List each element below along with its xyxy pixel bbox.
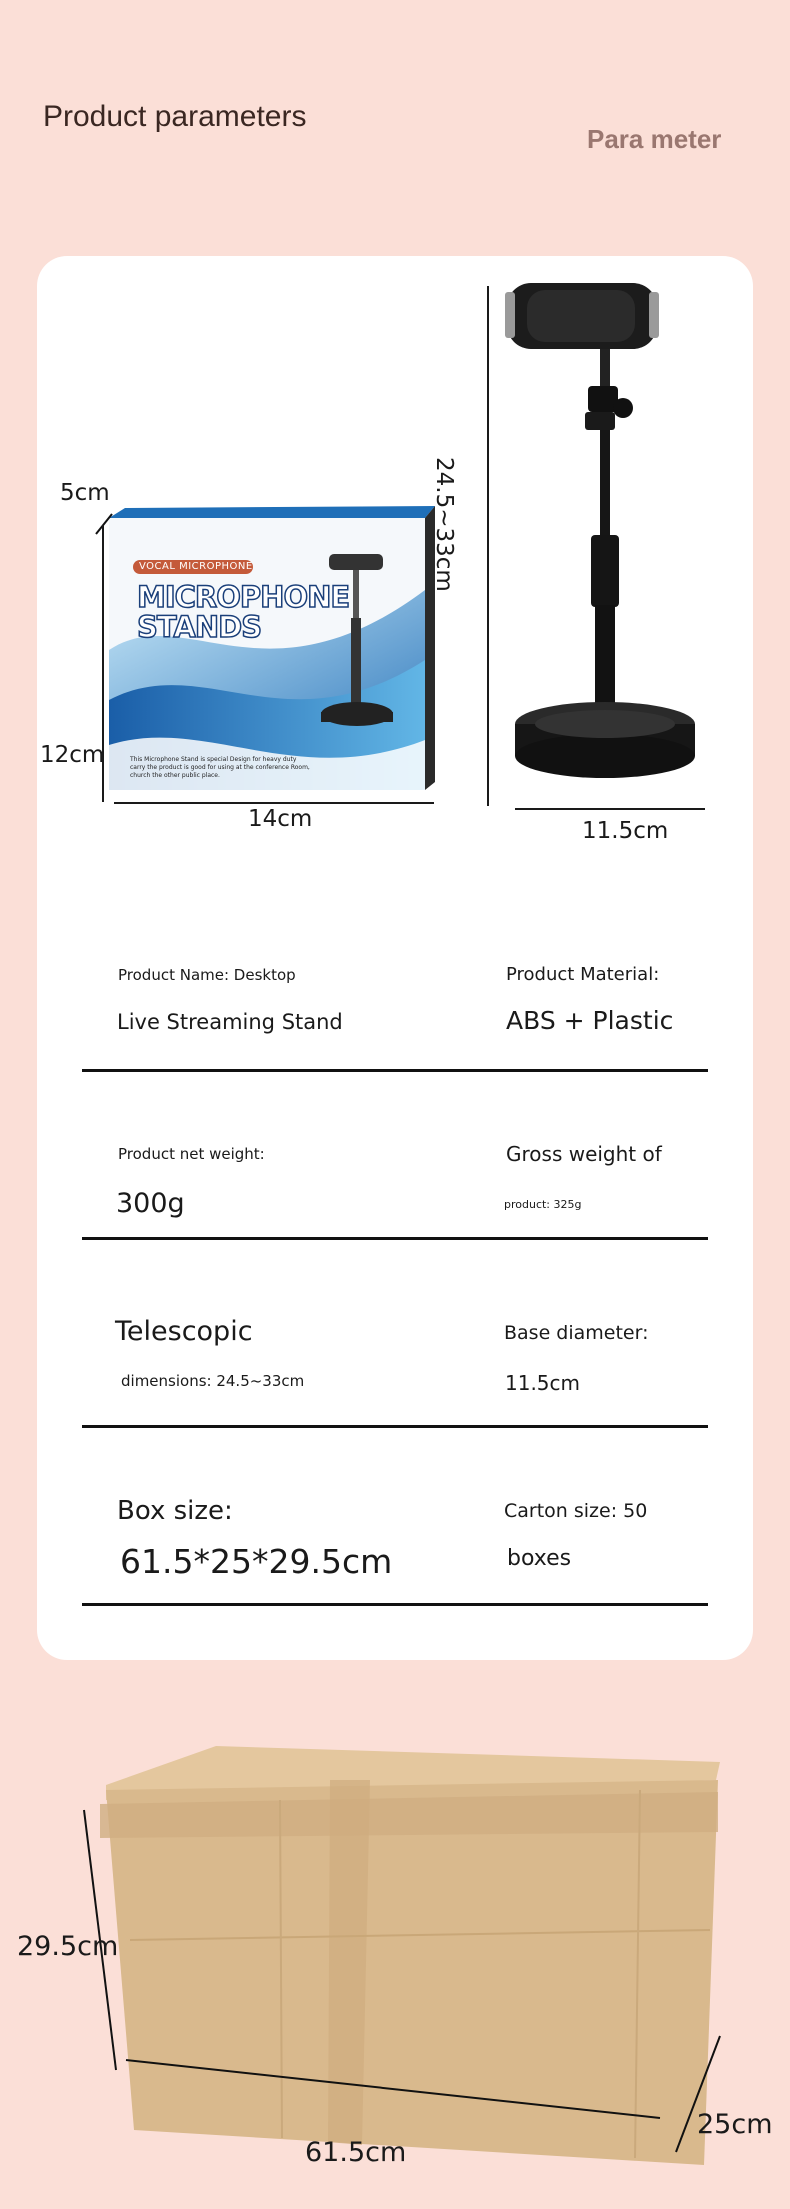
spec-material-label: Product Material: — [506, 964, 660, 985]
spec-gross-weight-value: product: 325g — [504, 1198, 582, 1211]
retail-box-image — [95, 500, 455, 800]
spec-material-value: ABS + Plastic — [506, 1006, 674, 1035]
spec-carton-size-value: boxes — [507, 1546, 572, 1571]
box-width-line — [114, 802, 434, 804]
spec-net-weight-label: Product net weight: — [118, 1145, 265, 1163]
box-top-label: VOCAL MICROPHONE — [139, 561, 253, 572]
spec-row4-separator — [82, 1603, 708, 1606]
box-width-label: 14cm — [248, 806, 313, 832]
page-subtitle: Para meter — [587, 124, 722, 154]
spec-row1-separator — [82, 1069, 708, 1072]
carton-depth-label: 25cm — [697, 2109, 773, 2140]
spec-box-size-value: 61.5*25*29.5cm — [120, 1542, 393, 1581]
spec-telescopic-label: Telescopic — [115, 1316, 253, 1347]
stand-base-line — [515, 808, 705, 810]
box-title-line2: STANDS — [137, 610, 262, 644]
spec-row3-separator — [82, 1425, 708, 1428]
carton-length-label: 61.5cm — [305, 2137, 407, 2168]
spec-carton-size-label: Carton size: 50 — [504, 1500, 648, 1522]
carton-length-line — [120, 2054, 670, 2124]
spec-product-name-value: Live Streaming Stand — [117, 1010, 343, 1034]
spec-net-weight-value: 300g — [116, 1188, 185, 1219]
box-fine-print: This Microphone Stand is special Design for heavy duty carry the product is good for using at the conference Room, church the other public place. — [130, 756, 310, 779]
spec-gross-weight-label: Gross weight of — [506, 1142, 662, 1166]
carton-height-label: 29.5cm — [17, 1931, 119, 1962]
stand-base-label: 11.5cm — [582, 818, 669, 844]
box-height-label: 12cm — [40, 742, 105, 768]
spec-base-diameter-label: Base diameter: — [504, 1322, 649, 1344]
spec-product-name-label: Product Name: Desktop — [118, 966, 296, 984]
box-title-line1: MICROPHONE — [137, 580, 350, 614]
carton-depth-line — [668, 2030, 728, 2160]
spec-row2-separator — [82, 1237, 708, 1240]
page-title: Product parameters — [43, 100, 307, 133]
stand-height-label: 24.5~33cm — [431, 457, 457, 592]
spec-box-size-label: Box size: — [117, 1496, 233, 1526]
spec-telescopic-value: dimensions: 24.5~33cm — [121, 1372, 305, 1390]
stand-height-line — [487, 286, 489, 806]
box-depth-line — [90, 508, 120, 538]
spec-base-diameter-value: 11.5cm — [505, 1371, 581, 1395]
stand-image — [505, 280, 705, 800]
box-depth-label: 5cm — [60, 480, 110, 506]
box-top-face — [109, 506, 435, 518]
